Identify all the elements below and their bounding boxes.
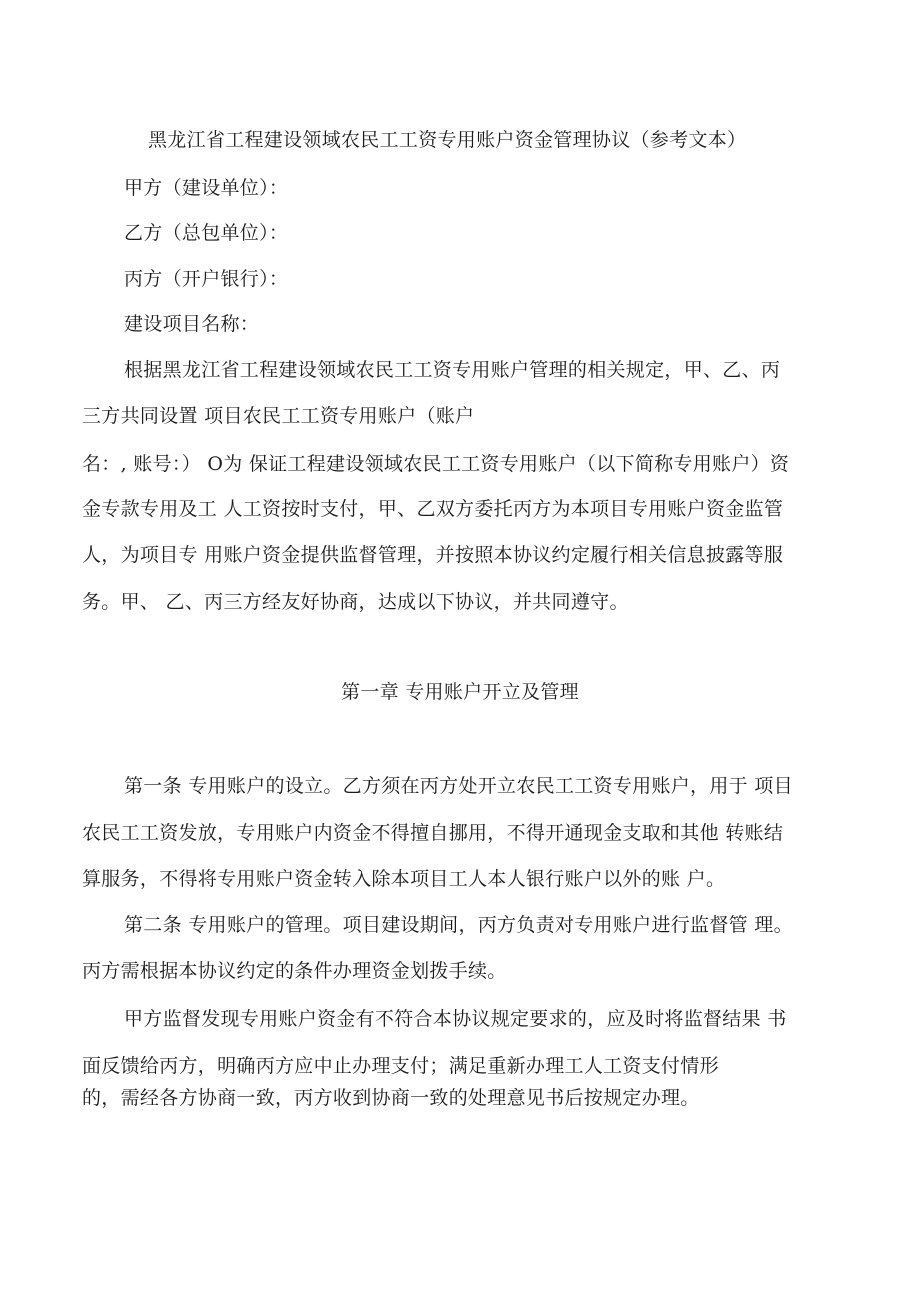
article-line: 第一条 专用账户的设立。乙方须在丙方处开立农民工工资专用账户，用于 项目 <box>124 775 793 797</box>
article-line: 丙方需根据本协议约定的条件办理资金划拨手续。 <box>82 960 507 982</box>
document-title: 黑龙江省工程建设领域农民工工资专用账户资金管理协议（参考文本） <box>148 129 747 151</box>
supervision-line: 面反馈给丙方，明确丙方应中止办理支付；满足重新办理工人工资支付情形 <box>82 1055 719 1077</box>
project-name-label: 建设项目名称： <box>124 313 260 335</box>
preamble-line: 务。甲、 乙、丙三方经友好协商，达成以下协议，并共同遵守。 <box>82 591 629 613</box>
preamble-line: 三方共同设置 项目农民工工资专用账户（账户 <box>82 405 475 427</box>
preamble-line: 根据黑龙江省工程建设领域农民工工资专用账户管理的相关规定，甲、乙、丙 <box>124 359 781 381</box>
supervision-line: 甲方监督发现专用账户资金有不符合本协议规定要求的，应及时将监督结果 书 <box>124 1008 787 1030</box>
party-c-label: 丙方（开户银行）： <box>124 268 289 290</box>
party-a-label: 甲方（建设单位）： <box>124 177 289 199</box>
chapter-heading: 第一章 专用账户开立及管理 <box>341 681 579 703</box>
article-line: 农民工工资发放，专用账户内资金不得擅自挪用，不得开通现金支取和其他 转账结 <box>82 822 784 844</box>
preamble-line: 名：, 账号：） O为 保证工程建设领域农民工工资专用账户（以下简称专用账户）资 <box>82 453 790 475</box>
preamble-line: 金专款专用及工 人工资按时支付，甲、乙双方委托丙方为本项目专用账户资金监管 <box>82 498 784 520</box>
article-line: 算服务，不得将专用账户资金转入除本项目工人本人银行账户以外的账 户。 <box>82 868 726 890</box>
preamble-line: 人，为项目专 用账户资金提供监督管理，并按照本协议约定履行相关信息披露等服 <box>82 544 784 566</box>
article-line: 第二条 专用账户的管理。项目建设期间，丙方负责对专用账户进行监督管 理。 <box>124 914 793 936</box>
party-b-label: 乙方（总包单位）： <box>124 222 289 244</box>
supervision-line: 的，需经各方协商一致，丙方收到协商一致的处理意见书后按规定办理。 <box>82 1087 700 1109</box>
